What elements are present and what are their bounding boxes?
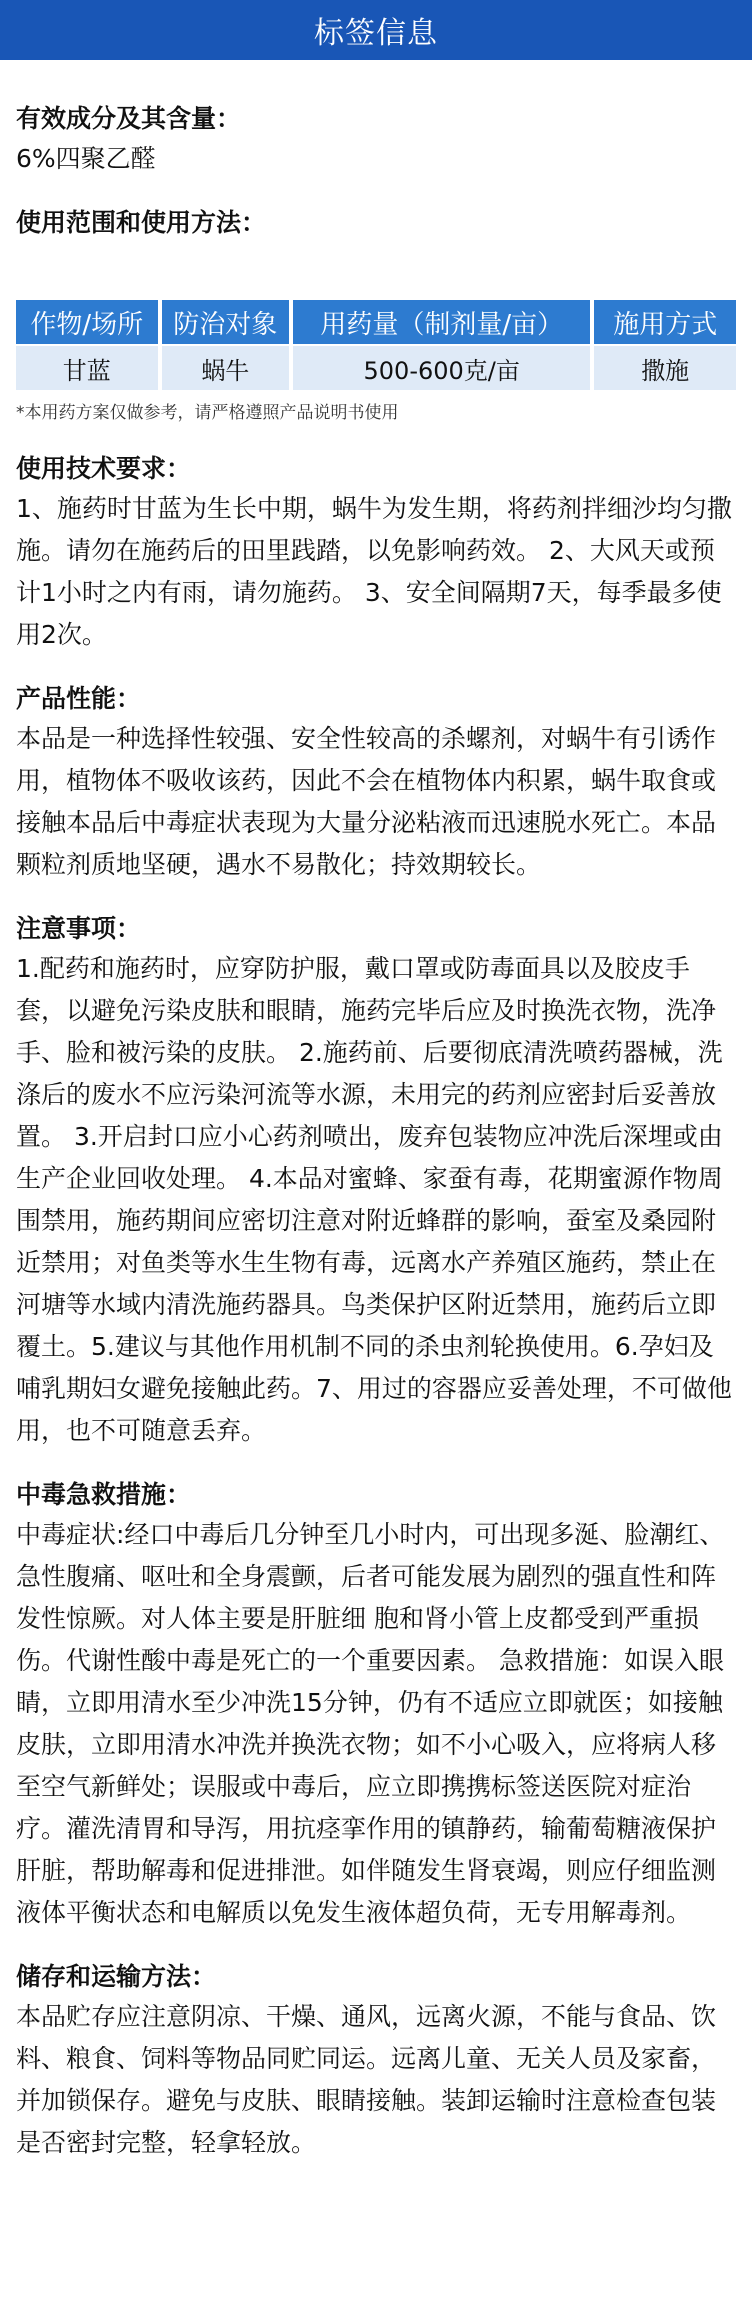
performance-section xyxy=(16,680,736,886)
column-header: 用药量（制剂量/亩） xyxy=(293,300,590,344)
technical-body: 1、施药时甘蓝为生长中期，蜗牛为发生期，将药剂拌细沙均匀撒施。请勿在施药后的田里践踏，以免影响药效。 2、大风天或预计1小时之内有雨，请勿施药。 3、安全间隔期7天，每季最多使用2次。 xyxy=(16,494,732,649)
page-title: 标签信息 xyxy=(314,16,438,51)
usage-table-header-row xyxy=(16,300,736,344)
usage-table xyxy=(12,298,740,392)
first-aid-section xyxy=(16,1476,736,1934)
ingredient-section xyxy=(16,100,736,180)
performance-title: 产品性能： xyxy=(16,684,142,713)
usage-title: 使用范围和使用方法： xyxy=(16,208,267,237)
table-cell-dosage: 500-600克/亩 xyxy=(293,346,590,390)
precautions-body: 1.配药和施药时，应穿防护服，戴口罩或防毒面具以及胶皮手套，以避免污染皮肤和眼睛，施药完毕后应及时换洗衣物，洗净手、脸和被污染的皮肤。 2.施药前、后要彻底清洗喷药器械，洗涤后的废水不应污染河流等水源，未用完的药剂应密封后妥善放置。 3.开启封口应小心药剂喷出，废弃包装物应冲洗后深埋或由生产企业回收处理。 4.本品对蜜蜂、家蚕有毒，花期蜜源作物周围禁用，施药期间应密切注意对附近蜂群的影响，蚕室及桑园附近禁用；对鱼类等水生生物有毒，远离水产养殖区施药，禁止在河塘等水域内清洗施药器具。鸟类保护区附近禁用，施药后立即覆土。5.建议与其他作用机制不同的杀虫剂轮换使用。6.孕妇及哺乳期妇女避免接触此药。7、用过的容器应妥善处理，不可做他用，也不可随意丢弃。 xyxy=(16,954,732,1445)
first-aid-body: 中毒症状:经口中毒后几分钟至几小时内，可出现多涎、脸潮红、急性腹痛、呕吐和全身震颤，后者可能发展为剧烈的强直性和阵发性惊厥。对人体主要是肝脏细 胞和肾小管上皮都受到严重损伤。代谢性酸中毒是死亡的一个重要因素。 急救措施：如误入眼睛，立即用清水至少冲洗15分钟，仍有不适应立即就医；如接触皮肤，立即用清水冲洗并换洗衣物；如不小心吸入，应将病人移至空气新鲜处；误服或中毒后，应立即携携标签送医院对症治疗。灌洗清胃和导泻，用抗痉挛作用的镇静药，输葡萄糖液保护肝脏，帮助解毒和促进排泄。如伴随发生肾衰竭，则应仔细监测液体平衡状态和电解质以免发生液体超负荷，无专用解毒剂。 xyxy=(16,1520,725,1927)
table-cell-method: 撒施 xyxy=(594,346,736,390)
table-row xyxy=(16,346,736,390)
technical-section xyxy=(16,450,736,656)
storage-section xyxy=(16,1958,736,2164)
table-cell-crop: 甘蓝 xyxy=(16,346,158,390)
technical-title: 使用技术要求： xyxy=(16,454,192,483)
ingredient-title: 有效成分及其含量： xyxy=(16,104,242,133)
precautions-section xyxy=(16,910,736,1452)
usage-section xyxy=(16,204,736,426)
header-bar xyxy=(0,0,752,60)
column-header: 作物/场所 xyxy=(16,300,158,344)
usage-note: *本用药方案仅做参考，请严格遵照产品说明书使用 xyxy=(16,403,399,423)
column-header: 防治对象 xyxy=(162,300,289,344)
performance-body: 本品是一种选择性较强、安全性较高的杀螺剂，对蜗牛有引诱作用，植物体不吸收该药，因此不会在植物体内积累，蜗牛取食或接触本品后中毒症状表现为大量分泌粘液而迅速脱水死亡。本品颗粒剂质地坚硬，遇水不易散化；持效期较长。 xyxy=(16,724,717,879)
precautions-title: 注意事项： xyxy=(16,914,142,943)
column-header: 施用方式 xyxy=(594,300,736,344)
storage-body: 本品贮存应注意阴凉、干燥、通风，远离火源，不能与食品、饮料、粮食、饲料等物品同贮同运。远离儿童、无关人员及家畜，并加锁保存。避免与皮肤、眼睛接触。装卸运输时注意检查包装是否密封完整，轻拿轻放。 xyxy=(16,2002,717,2157)
label-content xyxy=(0,100,752,2164)
first-aid-title: 中毒急救措施： xyxy=(16,1480,192,1509)
table-cell-target: 蜗牛 xyxy=(162,346,289,390)
storage-title: 储存和运输方法： xyxy=(16,1962,217,1991)
ingredient-value: 6%四聚乙醛 xyxy=(16,144,156,173)
